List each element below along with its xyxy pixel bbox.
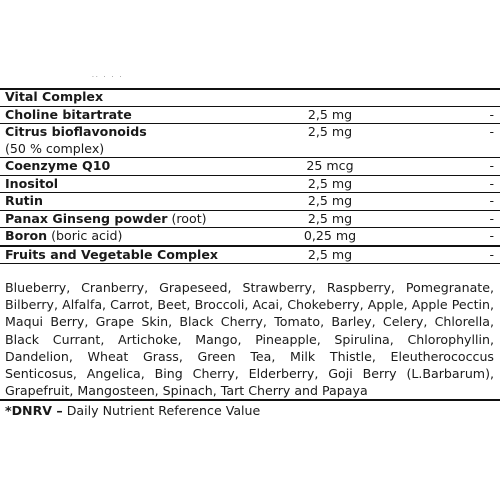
table-row [0, 106, 500, 124]
footnote-definition: Daily Nutrient Reference Value [62, 403, 261, 418]
stray-marks: .. . . . [92, 72, 124, 79]
ingredient-name: Rutin [0, 193, 250, 211]
ingredient-dnrv: - [410, 210, 500, 228]
table-row [0, 124, 500, 158]
footnote-term: *DNRV – [5, 403, 63, 418]
ingredient-dnrv: - [410, 193, 500, 211]
ingredient-name: Fruits and Vegetable Complex [0, 246, 250, 264]
supplement-facts-table [0, 89, 500, 264]
ingredient-name-cell [0, 228, 250, 246]
ingredient-subtitle: (root) [171, 210, 207, 226]
ingredient-subtitle: (50 % complex) [5, 140, 105, 156]
ingredient-amount: 2,5 mg [250, 246, 410, 264]
ingredient-name-cell [0, 210, 250, 228]
complex-ingredients-list: Blueberry, Cranberry, Grapeseed, Strawberry, Raspberry, Pomegranate, Bilberry, Alfalfa, Carrot, Beet, Broccoli, Acai, Chokeberry, Apple, Apple Pectin, Maqui Berry, Grape Skin, Black Cherry, Tomato, Barley, Celery, Chlorella, Black Currant, Artichoke, Mango, Pineapple, Spirulina, Chlorophyllin, Dandelion, Wheat Grass, Green Tea, Milk Thistle, Eleutherococcus Senticosus, Angelica, Bing Cherry, Elderberry, Goji Berry (L.Barbarum), Grapefruit, Mangosteen, Spinach, Tart Cherry and Papaya [5, 280, 494, 399]
ingredient-amount: 2,5 mg [250, 124, 410, 158]
section-title: Vital Complex [0, 89, 500, 106]
ingredient-name: Choline bitartrate [0, 106, 250, 124]
ingredient-dnrv: - [410, 175, 500, 193]
ingredient-amount: 25 mcg [250, 158, 410, 176]
ingredient-amount: 0,25 mg [250, 228, 410, 246]
section-header-row [0, 89, 500, 106]
ingredient-dnrv: - [410, 228, 500, 246]
bottom-divider [0, 399, 500, 401]
ingredient-dnrv: - [410, 124, 500, 158]
footnote [5, 402, 260, 419]
ingredient-dnrv: - [410, 106, 500, 124]
ingredient-name: Boron [5, 228, 48, 243]
ingredient-name: Panax Ginseng powder [5, 210, 168, 226]
ingredient-name: Citrus bioflavonoids [5, 124, 147, 139]
ingredient-amount: 2,5 mg [250, 210, 410, 228]
table-row [0, 228, 500, 246]
ingredient-amount: 2,5 mg [250, 175, 410, 193]
ingredient-subtitle: (boric acid) [51, 228, 123, 243]
ingredient-amount: 2,5 mg [250, 193, 410, 211]
ingredient-name: Coenzyme Q10 [0, 158, 250, 176]
table-row [0, 175, 500, 193]
table-row [0, 158, 500, 176]
table-row [0, 193, 500, 211]
table-row [0, 246, 500, 264]
ingredient-name: Inositol [0, 175, 250, 193]
ingredient-dnrv: - [410, 246, 500, 264]
ingredient-dnrv: - [410, 158, 500, 176]
ingredient-amount: 2,5 mg [250, 106, 410, 124]
table-row [0, 210, 500, 228]
ingredient-name-cell [0, 124, 250, 158]
